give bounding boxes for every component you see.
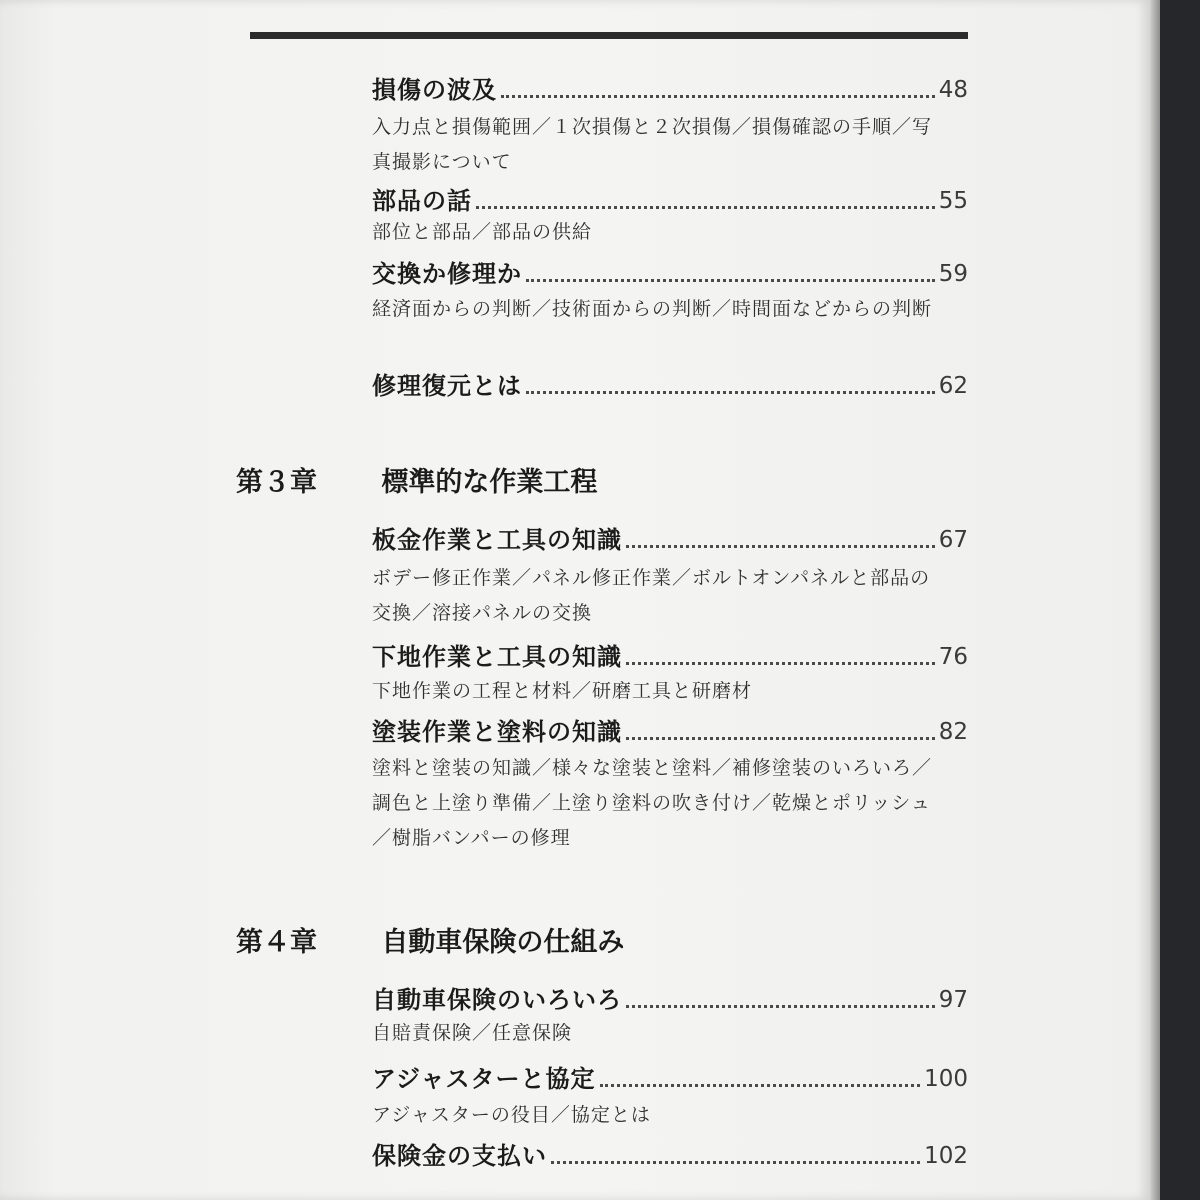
chapter-number: 第３章 — [236, 467, 317, 498]
toc-entry-auto-insurance[interactable] — [372, 980, 968, 1016]
chapter-title: 自動車保険の仕組み — [381, 927, 625, 958]
page-edge — [1150, 0, 1160, 1200]
page-number: 48 — [938, 77, 968, 103]
entry-description: 経済面からの判断／技術面からの判断／時間面などからの判断 — [372, 298, 933, 320]
chapter-title: 標準的な作業工程 — [381, 467, 598, 498]
leader-dots — [526, 279, 935, 282]
leader-dots — [626, 737, 935, 740]
toc-entry-damage-spread[interactable] — [372, 70, 968, 106]
entry-description: 下地作業の工程と材料／研磨工具と研磨材 — [372, 680, 753, 702]
page-number: 102 — [924, 1143, 968, 1169]
toc-entry-parts[interactable] — [372, 181, 968, 217]
chapter-4-heading[interactable] — [236, 920, 624, 960]
leader-dots — [476, 206, 935, 209]
page-number: 59 — [938, 261, 968, 287]
entry-title: 修理復元とは — [372, 372, 522, 400]
entry-title: 損傷の波及 — [372, 76, 497, 104]
toc-entry-base-work[interactable] — [372, 637, 968, 673]
leader-dots — [626, 1005, 935, 1008]
toc-entry-replace-or-repair[interactable] — [372, 254, 968, 290]
chapter-3-heading[interactable] — [236, 460, 597, 500]
entry-title: 下地作業と工具の知識 — [372, 643, 622, 671]
page-number: 76 — [938, 644, 968, 670]
chapter-number: 第４章 — [236, 927, 317, 958]
page-number: 55 — [938, 188, 968, 214]
toc-entry-claim-payment[interactable] — [372, 1136, 968, 1172]
entry-title: 板金作業と工具の知識 — [372, 526, 622, 554]
entry-title: 交換か修理か — [372, 260, 522, 288]
page-number: 82 — [938, 719, 968, 745]
entry-description: ボデー修正作業／パネル修正作業／ボルトオンパネルと部品の交換／溶接パネルの交換 — [372, 567, 931, 624]
leader-dots — [626, 545, 935, 548]
toc-entry-sheet-metal[interactable] — [372, 520, 968, 556]
entry-title: 自動車保険のいろいろ — [372, 986, 622, 1014]
toc-entry-adjuster[interactable] — [372, 1059, 968, 1095]
page-number: 67 — [938, 527, 968, 553]
toc-entry-painting[interactable] — [372, 712, 968, 748]
entry-title: アジャスターと協定 — [372, 1065, 596, 1093]
entry-description: 入力点と損傷範囲／１次損傷と２次損傷／損傷確認の手順／写真撮影について — [372, 116, 933, 173]
leader-dots — [626, 662, 935, 665]
entry-title: 部品の話 — [372, 187, 472, 215]
entry-description: 塗料と塗装の知識／様々な塗装と塗料／補修塗装のいろいろ／調色と上塗り準備／上塗り塗料の吹き付け／乾燥とポリッシュ／樹脂バンパーの修理 — [372, 757, 933, 849]
toc-entry-restoration[interactable] — [372, 366, 968, 402]
page-number: 97 — [938, 987, 968, 1013]
leader-dots — [600, 1084, 921, 1087]
entry-title: 保険金の支払い — [372, 1142, 547, 1170]
page-number: 100 — [924, 1066, 968, 1092]
leader-dots — [526, 391, 935, 394]
entry-description: 自賠責保険／任意保険 — [372, 1022, 573, 1044]
entry-description: 部位と部品／部品の供給 — [372, 221, 593, 243]
entry-title: 塗装作業と塗料の知識 — [372, 718, 622, 746]
top-rule — [250, 32, 968, 39]
entry-description: アジャスターの役目／協定とは — [372, 1104, 651, 1126]
leader-dots — [551, 1161, 920, 1164]
leader-dots — [501, 95, 935, 98]
page-number: 62 — [938, 373, 968, 399]
